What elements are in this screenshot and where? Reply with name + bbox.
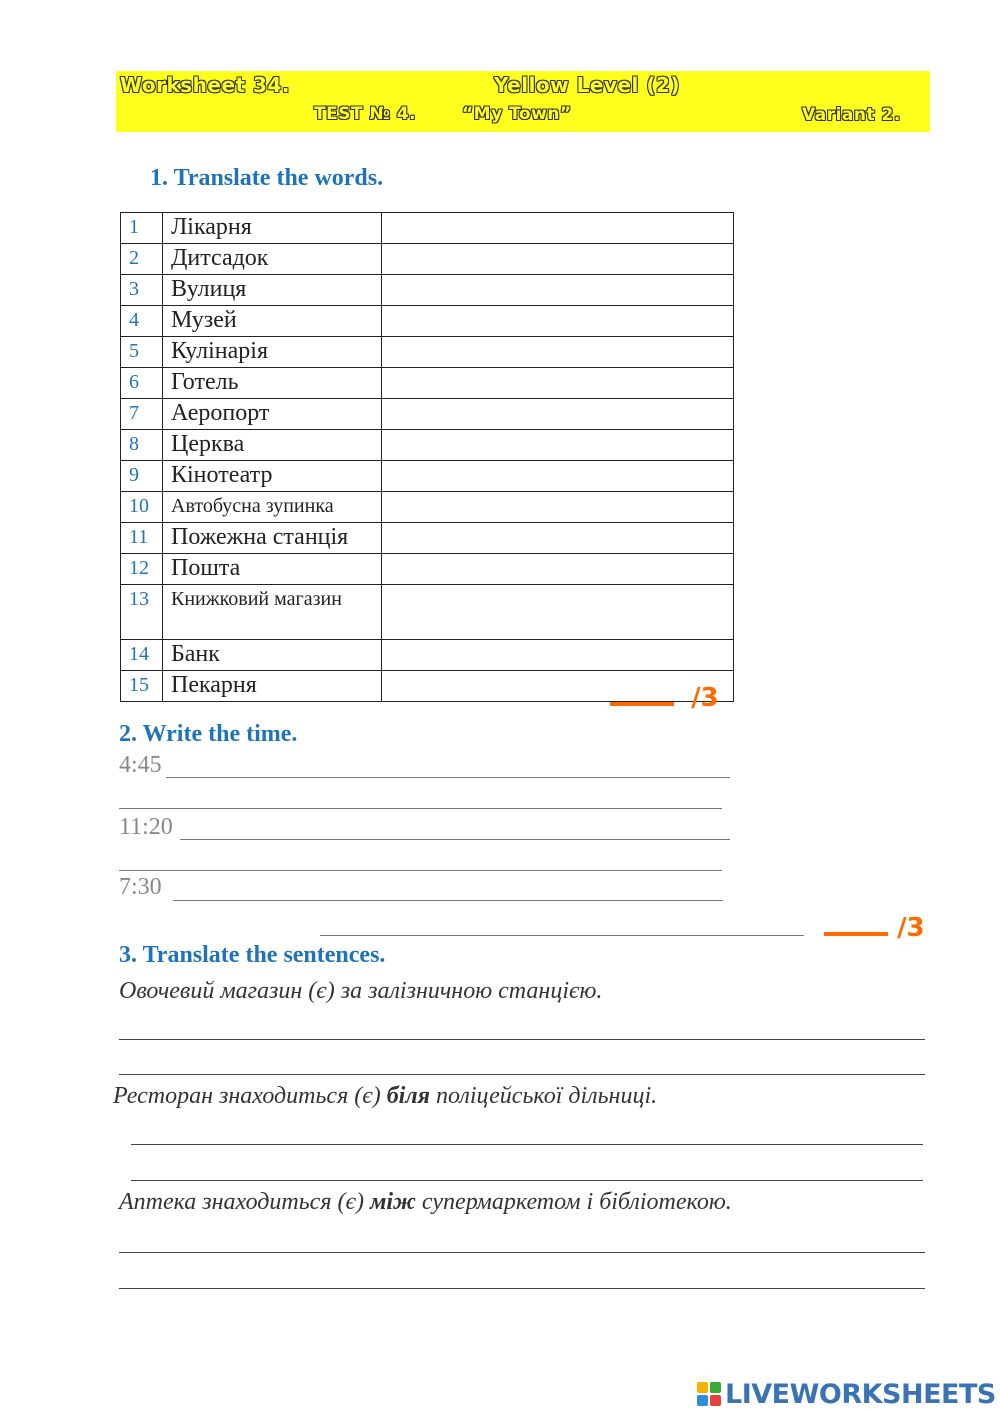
table-row <box>121 430 734 461</box>
answer-line[interactable] <box>173 900 723 901</box>
table-row <box>121 368 734 399</box>
word-cell: Пошта <box>163 554 382 585</box>
liveworksheets-logo[interactable] <box>697 1377 996 1411</box>
section-1-score <box>610 680 719 713</box>
row-number: 9 <box>121 461 163 492</box>
word-cell: Аеропорт <box>163 399 382 430</box>
row-number: 10 <box>121 492 163 523</box>
score-blank[interactable] <box>824 910 888 936</box>
sentence-3-keyword: між <box>369 1189 416 1215</box>
answer-line[interactable] <box>119 808 722 809</box>
table-row <box>121 337 734 368</box>
row-number: 15 <box>121 671 163 702</box>
time-item-3: 7:30 <box>119 874 162 900</box>
score-max: /3 <box>897 913 925 943</box>
word-cell: Пожежна станція <box>163 523 382 554</box>
answer-cell[interactable] <box>382 244 734 275</box>
sentence-2 <box>113 1083 657 1110</box>
table-row <box>121 306 734 337</box>
answer-cell[interactable] <box>382 430 734 461</box>
table-row <box>121 492 734 523</box>
row-number: 13 <box>121 585 163 640</box>
row-number: 4 <box>121 306 163 337</box>
word-cell: Банк <box>163 640 382 671</box>
answer-line[interactable] <box>119 870 722 871</box>
answer-cell[interactable] <box>382 640 734 671</box>
score-max: /3 <box>691 683 719 713</box>
answer-line[interactable] <box>320 935 804 936</box>
table-row <box>121 585 734 640</box>
worksheet-header <box>116 71 930 132</box>
answer-line[interactable] <box>119 1039 925 1040</box>
word-cell: Музей <box>163 306 382 337</box>
table-row <box>121 461 734 492</box>
answer-cell[interactable] <box>382 368 734 399</box>
answer-line[interactable] <box>180 839 730 840</box>
logo-grid-icon <box>697 1382 721 1406</box>
row-number: 1 <box>121 213 163 244</box>
word-cell: Книжковий магазин <box>163 585 382 640</box>
answer-cell[interactable] <box>382 275 734 306</box>
row-number: 7 <box>121 399 163 430</box>
answer-cell[interactable] <box>382 337 734 368</box>
answer-line[interactable] <box>131 1144 923 1145</box>
sentence-1: Овочевий магазин (є) за залізничною станцією. <box>119 978 603 1004</box>
table-row <box>121 554 734 585</box>
word-cell: Церква <box>163 430 382 461</box>
table-row <box>121 213 734 244</box>
answer-line[interactable] <box>131 1180 923 1181</box>
word-cell: Лікарня <box>163 213 382 244</box>
level-label: Yellow Level (2) <box>494 73 681 97</box>
sentence-2-part: Ресторан знаходиться (є) <box>113 1083 387 1109</box>
answer-line[interactable] <box>166 777 730 778</box>
table-row <box>121 399 734 430</box>
answer-cell[interactable] <box>382 492 734 523</box>
section-3-title: 3. Translate the sentences. <box>119 942 386 968</box>
answer-cell[interactable] <box>382 523 734 554</box>
answer-cell[interactable] <box>382 461 734 492</box>
sentence-3-part: супермаркетом і бібліотекою. <box>415 1189 732 1215</box>
answer-cell[interactable] <box>382 554 734 585</box>
answer-cell[interactable] <box>382 213 734 244</box>
test-number: TEST № 4. <box>314 104 417 124</box>
word-cell: Кінотеатр <box>163 461 382 492</box>
test-topic: “My Town” <box>462 104 572 124</box>
answer-line[interactable] <box>119 1074 925 1075</box>
section-2-title: 2. Write the time. <box>119 721 298 747</box>
worksheet-number: Worksheet 34. <box>120 73 290 97</box>
logo-text: LIVEWORKSHEETS <box>725 1378 996 1410</box>
row-number: 12 <box>121 554 163 585</box>
answer-cell[interactable] <box>382 399 734 430</box>
translate-words-table <box>120 212 734 702</box>
answer-cell[interactable] <box>382 585 734 640</box>
section-1-title: 1. Translate the words. <box>150 165 384 191</box>
answer-line[interactable] <box>119 1252 925 1253</box>
row-number: 3 <box>121 275 163 306</box>
variant-label: Variant 2. <box>802 105 901 125</box>
sentence-2-keyword: біля <box>386 1083 431 1109</box>
table-row <box>121 523 734 554</box>
row-number: 2 <box>121 244 163 275</box>
score-blank[interactable] <box>610 680 674 706</box>
answer-cell[interactable] <box>382 306 734 337</box>
sentence-3-part: Аптека знаходиться (є) <box>119 1189 370 1215</box>
word-cell: Дитсадок <box>163 244 382 275</box>
section-2-score <box>824 910 925 943</box>
table-row <box>121 244 734 275</box>
table-row <box>121 640 734 671</box>
word-cell: Автобусна зупинка <box>163 492 382 523</box>
time-item-1: 4:45 <box>119 752 162 778</box>
word-cell: Пекарня <box>163 671 382 702</box>
table-row <box>121 275 734 306</box>
word-cell: Вулиця <box>163 275 382 306</box>
word-cell: Готель <box>163 368 382 399</box>
row-number: 6 <box>121 368 163 399</box>
sentence-3 <box>119 1189 732 1216</box>
row-number: 5 <box>121 337 163 368</box>
row-number: 14 <box>121 640 163 671</box>
answer-line[interactable] <box>119 1288 925 1289</box>
sentence-2-part: поліцейської дільниці. <box>430 1083 658 1109</box>
row-number: 11 <box>121 523 163 554</box>
time-item-2: 11:20 <box>119 814 173 840</box>
row-number: 8 <box>121 430 163 461</box>
word-cell: Кулінарія <box>163 337 382 368</box>
